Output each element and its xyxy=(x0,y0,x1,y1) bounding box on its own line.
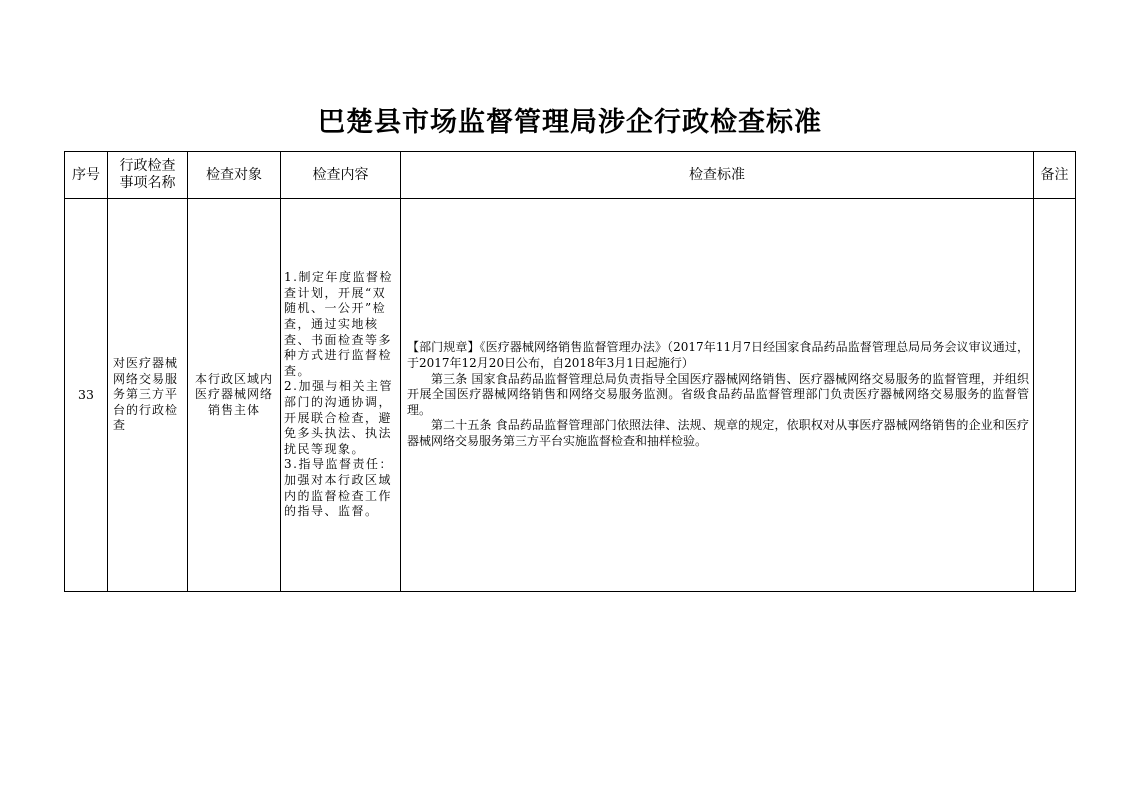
table-header-row xyxy=(65,152,1076,199)
content-item-2: 2.加强与相关主管部门的沟通协调，开展联合检查，避免多头执法、执法扰民等现象。 xyxy=(284,379,393,456)
header-item-name-line1: 行政检查 xyxy=(119,158,176,174)
content-item-3: 3.指导监督责任：加强对本行政区域内的监督检查工作的指导、监督。 xyxy=(284,457,393,519)
cell-remark xyxy=(1034,199,1076,592)
standard-article-25: 第二十五条 食品药品监督管理部门依照法律、法规、规章的规定，依职权对从事医疗器械网络销售的企业和医疗器械网络交易服务第三方平台实施监督检查和抽样检验。 xyxy=(407,418,1029,448)
cell-standard xyxy=(401,199,1034,592)
table-row xyxy=(65,199,1076,592)
cell-item-name: 对医疗器械网络交易服务第三方平台的行政检查 xyxy=(108,199,188,592)
standard-article-3: 第三条 国家食品药品监督管理总局负责指导全国医疗器械网络销售、医疗器械网络交易服务的监督管理，并组织开展全国医疗器械网络销售和网络交易服务监测。省级食品药品监督管理部门负责医疗器械网络交易服务的监督管理。 xyxy=(407,371,1029,417)
inspection-standard-table xyxy=(64,151,1076,592)
cell-content xyxy=(281,199,401,592)
cell-object: 本行政区域内医疗器械网络销售主体 xyxy=(188,199,281,592)
content-item-1: 1.制定年度监督检查计划，开展“双随机、一公开”检查，通过实地核查、书面检查等多种方式进行监督检查。 xyxy=(284,270,393,378)
header-object: 检查对象 xyxy=(188,152,281,199)
standard-regulation: 【部门规章】《医疗器械网络销售监督管理办法》（2017年11月7日经国家食品药品监督管理总局局务会议审议通过，于2017年12月20日公布，自2018年3月1日起施行） xyxy=(407,340,1029,371)
header-no: 序号 xyxy=(65,152,108,199)
header-item-name-line2: 事项名称 xyxy=(119,175,176,191)
header-content: 检查内容 xyxy=(281,152,401,199)
header-item-name xyxy=(108,152,188,199)
document-title: 巴楚县市场监督管理局涉企行政检查标准 xyxy=(318,107,822,138)
header-remark: 备注 xyxy=(1034,152,1076,199)
header-standard: 检查标准 xyxy=(401,152,1034,199)
cell-no: 33 xyxy=(65,199,108,592)
